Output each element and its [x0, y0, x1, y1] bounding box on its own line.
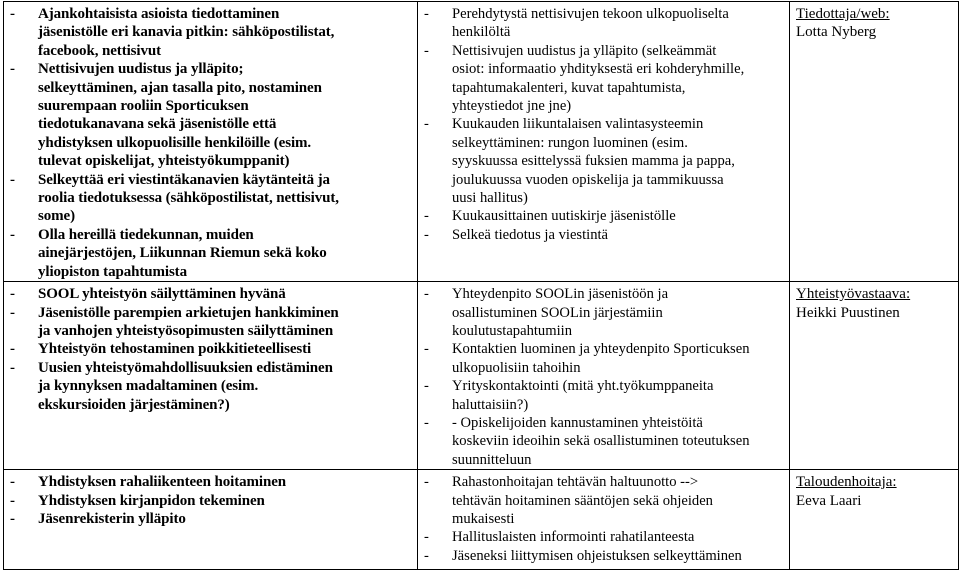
goal-text: roolia tiedotuksessa (sähköpostilistat, nettisivut,	[38, 190, 339, 207]
goal-text: ja vanhojen yhteistyösopimusten säilyttäminen	[38, 322, 334, 339]
bullet-dash: -	[424, 547, 429, 564]
goals-cell	[4, 470, 418, 570]
role-cell	[790, 470, 959, 570]
goal-line	[8, 359, 413, 377]
action-item	[422, 528, 785, 546]
action-text: haluttaisiin?)	[452, 396, 529, 413]
action-item	[422, 285, 785, 340]
goal-line	[8, 396, 413, 414]
action-line	[422, 473, 785, 491]
goal-line	[8, 42, 413, 60]
goal-text: Uusien yhteistyömahdollisuuksien edistäminen	[38, 359, 333, 376]
action-text: Kuukauden liikuntalaisen valintasysteemin	[452, 116, 704, 133]
bullet-dash: -	[424, 208, 429, 225]
goal-text: suurempaan rooliin Sporticuksen	[38, 98, 249, 115]
action-text: Perehdytystä nettisivujen tekoon ulkopuoliselta	[452, 6, 729, 22]
action-item	[422, 207, 785, 225]
goal-text: Nettisivujen uudistus ja ylläpito;	[38, 61, 244, 78]
action-text: Rahastonhoitajan tehtävän haltuunotto -->	[452, 474, 699, 491]
bullet-dash: -	[424, 226, 429, 243]
action-text: Hallituslaisten informointi rahatilanteesta	[452, 529, 695, 546]
action-line	[422, 79, 785, 97]
goal-line	[8, 285, 413, 303]
goal-text: Jäsenrekisterin ylläpito	[38, 510, 186, 527]
bullet-dash: -	[10, 492, 15, 509]
goal-item	[8, 510, 413, 528]
action-text: - Opiskelijoiden kannustaminen yhteistöitä	[452, 414, 703, 431]
action-line	[422, 97, 785, 115]
action-text: Yrityskontaktointi (mitä yht.työkumppaneita	[452, 378, 714, 395]
goal-text: ekskursioiden järjestäminen?)	[38, 396, 230, 413]
bullet-dash: -	[424, 378, 429, 395]
action-line	[422, 171, 785, 189]
goal-text: Jäsenistölle parempien arkietujen hankkiminen	[38, 304, 339, 321]
action-text: Yhteydenpito SOOLin jäsenistöön ja	[452, 286, 669, 303]
goal-item	[8, 359, 413, 414]
goal-item	[8, 492, 413, 510]
goal-text: tulevat opiskelijat, yhteistyökumppanit)	[38, 153, 290, 170]
goal-text: yliopiston tapahtumista	[38, 263, 187, 280]
action-text: ulkopuolisiin tahoihin	[452, 359, 581, 376]
action-item	[422, 377, 785, 414]
action-line	[422, 42, 785, 60]
goal-line	[8, 244, 413, 262]
action-text: Kuukausittainen uutiskirje jäsenistölle	[452, 208, 676, 225]
bullet-dash: -	[10, 341, 15, 358]
bullet-dash: -	[10, 510, 15, 527]
action-line	[422, 528, 785, 546]
action-line	[422, 451, 785, 469]
actions-cell	[418, 2, 790, 282]
goal-item	[8, 285, 413, 303]
goal-line	[8, 492, 413, 510]
action-line	[422, 285, 785, 303]
action-item	[422, 414, 785, 469]
bullet-dash: -	[10, 61, 15, 78]
bullet-dash: -	[10, 474, 15, 491]
action-text: Jäseneksi liittymisen ohjeistuksen selkeyttäminen	[452, 547, 742, 564]
action-line	[422, 189, 785, 207]
role-title-text: Tiedottaja/web:	[796, 6, 890, 22]
action-text: tehtävän hoitaminen sääntöjen sekä ohjeiden	[452, 492, 713, 509]
goal-line	[8, 115, 413, 133]
action-text: tapahtumakalenteri, kuvat tapahtumista,	[452, 79, 686, 96]
goal-item	[8, 171, 413, 226]
goals-cell	[4, 282, 418, 470]
action-line	[422, 377, 785, 395]
goal-line	[8, 79, 413, 97]
goal-line	[8, 322, 413, 340]
goal-line	[8, 5, 413, 23]
goal-item	[8, 304, 413, 341]
table-row	[4, 470, 959, 570]
action-text: koskeviin ideoihin sekä osallistuminen toteutuksen	[452, 433, 750, 450]
bullet-dash: -	[10, 359, 15, 376]
action-text: henkilöltä	[452, 24, 511, 41]
goal-item	[8, 60, 413, 170]
action-line	[422, 510, 785, 528]
goal-text: some)	[38, 208, 75, 225]
action-line	[422, 414, 785, 432]
action-text: mukaisesti	[452, 510, 515, 527]
goal-text: ainejärjestöjen, Liikunnan Riemun sekä koko	[38, 245, 327, 262]
action-line	[422, 492, 785, 510]
action-text: syyskuussa esittelyssä fuksien mamma ja pappa,	[452, 153, 735, 170]
goal-text: yhdistyksen ulkopuolisille henkilöille (esim.	[38, 134, 312, 151]
role-title	[794, 285, 954, 303]
action-line	[422, 359, 785, 377]
goal-line	[8, 473, 413, 491]
bullet-dash: -	[424, 341, 429, 358]
goal-item	[8, 473, 413, 491]
goal-line	[8, 152, 413, 170]
goal-text: tiedotukanavana sekä jäsenistölle että	[38, 116, 277, 133]
goal-text: Ajankohtaisista asioista tiedottaminen	[38, 6, 280, 22]
goal-line	[8, 171, 413, 189]
role-cell	[790, 2, 959, 282]
bullet-dash: -	[10, 286, 15, 303]
action-text: joulukuussa vuoden opiskelija ja tammikuussa	[452, 171, 724, 188]
bullet-dash: -	[424, 286, 429, 303]
action-item	[422, 340, 785, 377]
action-item	[422, 473, 785, 528]
goal-line	[8, 377, 413, 395]
action-line	[422, 396, 785, 414]
goal-line	[8, 97, 413, 115]
action-text: suunnitteluun	[452, 451, 532, 468]
bullet-dash: -	[424, 474, 429, 491]
goal-text: selkeyttäminen, ajan tasalla pito, nostaminen	[38, 79, 322, 96]
goal-line	[8, 263, 413, 281]
goal-item	[8, 340, 413, 358]
goal-line	[8, 189, 413, 207]
goal-text: Selkeyttää eri viestintäkanavien käytänteitä ja	[38, 171, 330, 188]
action-text: koulutustapahtumiin	[452, 322, 572, 339]
action-item	[422, 42, 785, 116]
action-line	[422, 207, 785, 225]
role-cell	[790, 282, 959, 470]
role-title	[794, 5, 954, 23]
bullet-dash: -	[10, 226, 15, 243]
action-line	[422, 322, 785, 340]
action-line	[422, 115, 785, 133]
role-name: Lotta Nyberg	[796, 24, 877, 41]
action-text: Kontaktien luominen ja yhteydenpito Sporticuksen	[452, 341, 750, 358]
action-text: uusi hallitus)	[452, 190, 528, 207]
goal-text: SOOL yhteistyön säilyttäminen hyvänä	[38, 286, 286, 303]
action-line	[422, 226, 785, 244]
goal-text: Yhdistyksen rahaliikenteen hoitaminen	[38, 474, 287, 491]
action-line	[422, 547, 785, 565]
goal-text: ja kynnyksen madaltaminen (esim.	[38, 378, 259, 395]
role-name: Eeva Laari	[796, 492, 862, 509]
bullet-dash: -	[424, 6, 429, 22]
goal-line	[8, 304, 413, 322]
goal-line	[8, 340, 413, 358]
action-text: yhteystiedot jne jne)	[452, 98, 572, 115]
role-title	[794, 473, 954, 491]
action-item	[422, 115, 785, 207]
goal-item	[8, 226, 413, 281]
goal-text: Yhdistyksen kirjanpidon tekeminen	[38, 492, 265, 509]
goal-line	[8, 60, 413, 78]
action-line	[422, 432, 785, 450]
role-name: Heikki Puustinen	[796, 304, 900, 321]
goal-text: jäsenistölle eri kanavia pitkin: sähköpostilistat,	[38, 24, 335, 41]
goal-line	[8, 23, 413, 41]
table-row	[4, 282, 959, 470]
bullet-dash: -	[10, 6, 15, 22]
goal-line	[8, 207, 413, 225]
action-line	[422, 5, 785, 23]
table-row	[4, 2, 959, 282]
role-title-text: Taloudenhoitaja:	[796, 474, 897, 491]
action-line	[422, 340, 785, 358]
bullet-dash: -	[10, 304, 15, 321]
goal-line	[8, 510, 413, 528]
role-title-text: Yhteistyövastaava:	[796, 286, 911, 303]
bullet-dash: -	[424, 42, 429, 59]
goal-text: Olla hereillä tiedekunnan, muiden	[38, 226, 254, 243]
action-item	[422, 5, 785, 42]
action-text: Selkeä tiedotus ja viestintä	[452, 226, 609, 243]
goals-cell	[4, 2, 418, 282]
actions-cell	[418, 282, 790, 470]
action-line	[422, 304, 785, 322]
action-line	[422, 152, 785, 170]
action-text: selkeyttäminen: rungon luominen (esim.	[452, 134, 688, 151]
goal-line	[8, 134, 413, 152]
responsibility-table	[3, 1, 959, 570]
action-item	[422, 547, 785, 565]
action-line	[422, 23, 785, 41]
actions-cell	[418, 470, 790, 570]
action-text: Nettisivujen uudistus ja ylläpito (selkeämmät	[452, 42, 717, 59]
action-line	[422, 60, 785, 78]
goal-item	[8, 5, 413, 60]
action-line	[422, 134, 785, 152]
goal-line	[8, 226, 413, 244]
action-text: osallistuminen SOOLin järjestämiin	[452, 304, 663, 321]
bullet-dash: -	[424, 414, 429, 431]
action-item	[422, 226, 785, 244]
bullet-dash: -	[10, 171, 15, 188]
goal-text: Yhteistyön tehostaminen poikkitieteellisesti	[38, 341, 312, 358]
bullet-dash: -	[424, 529, 429, 546]
action-text: osiot: informaatio yhdityksestä eri kohderyhmille,	[452, 61, 745, 78]
bullet-dash: -	[424, 116, 429, 133]
goal-text: facebook, nettisivut	[38, 42, 161, 59]
